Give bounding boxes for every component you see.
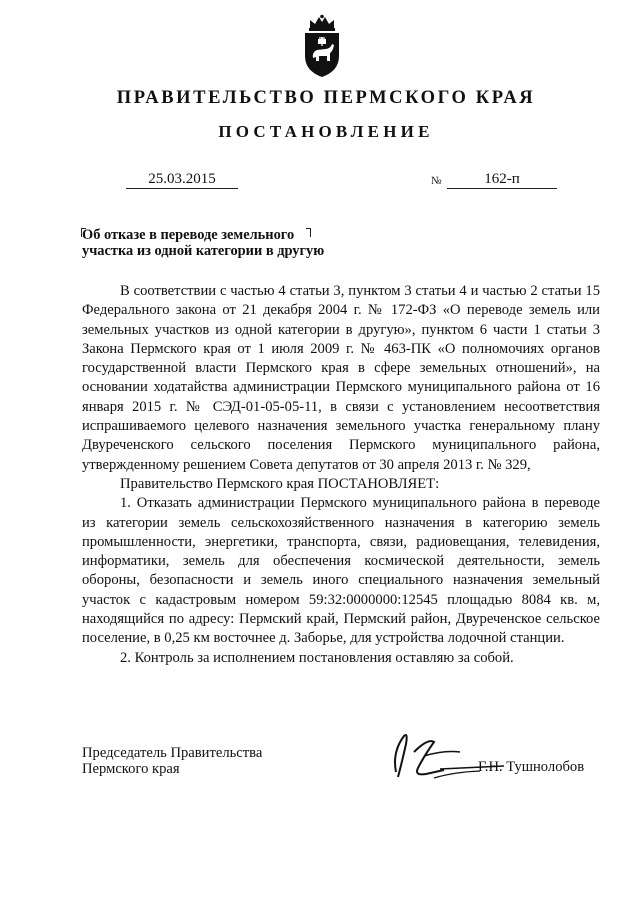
paragraph-preamble: В соответствии с частью 4 статьи 3, пунктом 3 статьи 4 и частью 2 статьи 15 Федерального закона от 21 декабря 2004 г. № 172-ФЗ «О переводе земель или земельных участков из одной категории в другую», пунктом 6 части 1 статьи 3 Закона Пермского края от 1 июля 2009 г. № 463-ПК «О полномочиях органов государственной власти Пермского края в сфере земельных отношений», на основании ходатайства администрации Пермского муниципального района от 16 января 2015 г. № СЭД-01-05-05-11, в связи с установлением несоответствия испрашиваемого целевого назначения земельного участка генеральному плану Двуреченского сельского поселения Пермского муниципального района, утвержденному решением Совета депутатов от 30 апреля 2013 г. № 329, bbox=[82, 283, 600, 473]
handwritten-signature-icon bbox=[384, 722, 514, 790]
document-body bbox=[82, 282, 600, 668]
signatory-position-line-1: Председатель Правительства bbox=[82, 745, 263, 761]
document-subject bbox=[82, 227, 362, 259]
organization-title: ПРАВИТЕЛЬСТВО ПЕРМСКОГО КРАЯ bbox=[116, 88, 536, 108]
subject-line-1: Об отказе в переводе земельного bbox=[82, 227, 295, 243]
number-sign: № bbox=[431, 175, 442, 187]
perm-coat-of-arms-icon bbox=[300, 14, 344, 78]
paragraph-item-1: 1. Отказать администрации Пермского муниципального района в переводе из категории земель сельскохозяйственного назначения в категорию земель промышленности, энергетики, транспорта, связи, радиовещания, телевидения, информатики, земель для обеспечения космической деятельности, земель обороны, безопасности и земель иного специального назначения земельный участок с кадастровым номером 59:32:0000000:12545 площадью 8084 кв. м, находящийся по адресу: Пермский край, Пермский район, Двуреченское сельское поселение, в 0,25 км восточнее д. Заборье, для устройства лодочной станции. bbox=[82, 495, 600, 647]
paragraph-item-2: 2. Контроль за исполнением постановления оставляю за собой. bbox=[120, 649, 514, 666]
document-type-title: ПОСТАНОВЛЕНИЕ bbox=[218, 122, 434, 141]
signatory-name: Г.Н. Тушнолобов bbox=[478, 759, 585, 775]
document-date: 25.03.2015 bbox=[126, 170, 238, 189]
document-number: 162-п bbox=[447, 170, 557, 189]
signatory-position bbox=[82, 745, 262, 777]
signatory-position-line-2: Пермского края bbox=[82, 761, 180, 777]
paragraph-resolves: Правительство Пермского края ПОСТАНОВЛЯЕТ: bbox=[120, 475, 440, 492]
subject-line-2: участка из одной категории в другую bbox=[82, 243, 325, 259]
